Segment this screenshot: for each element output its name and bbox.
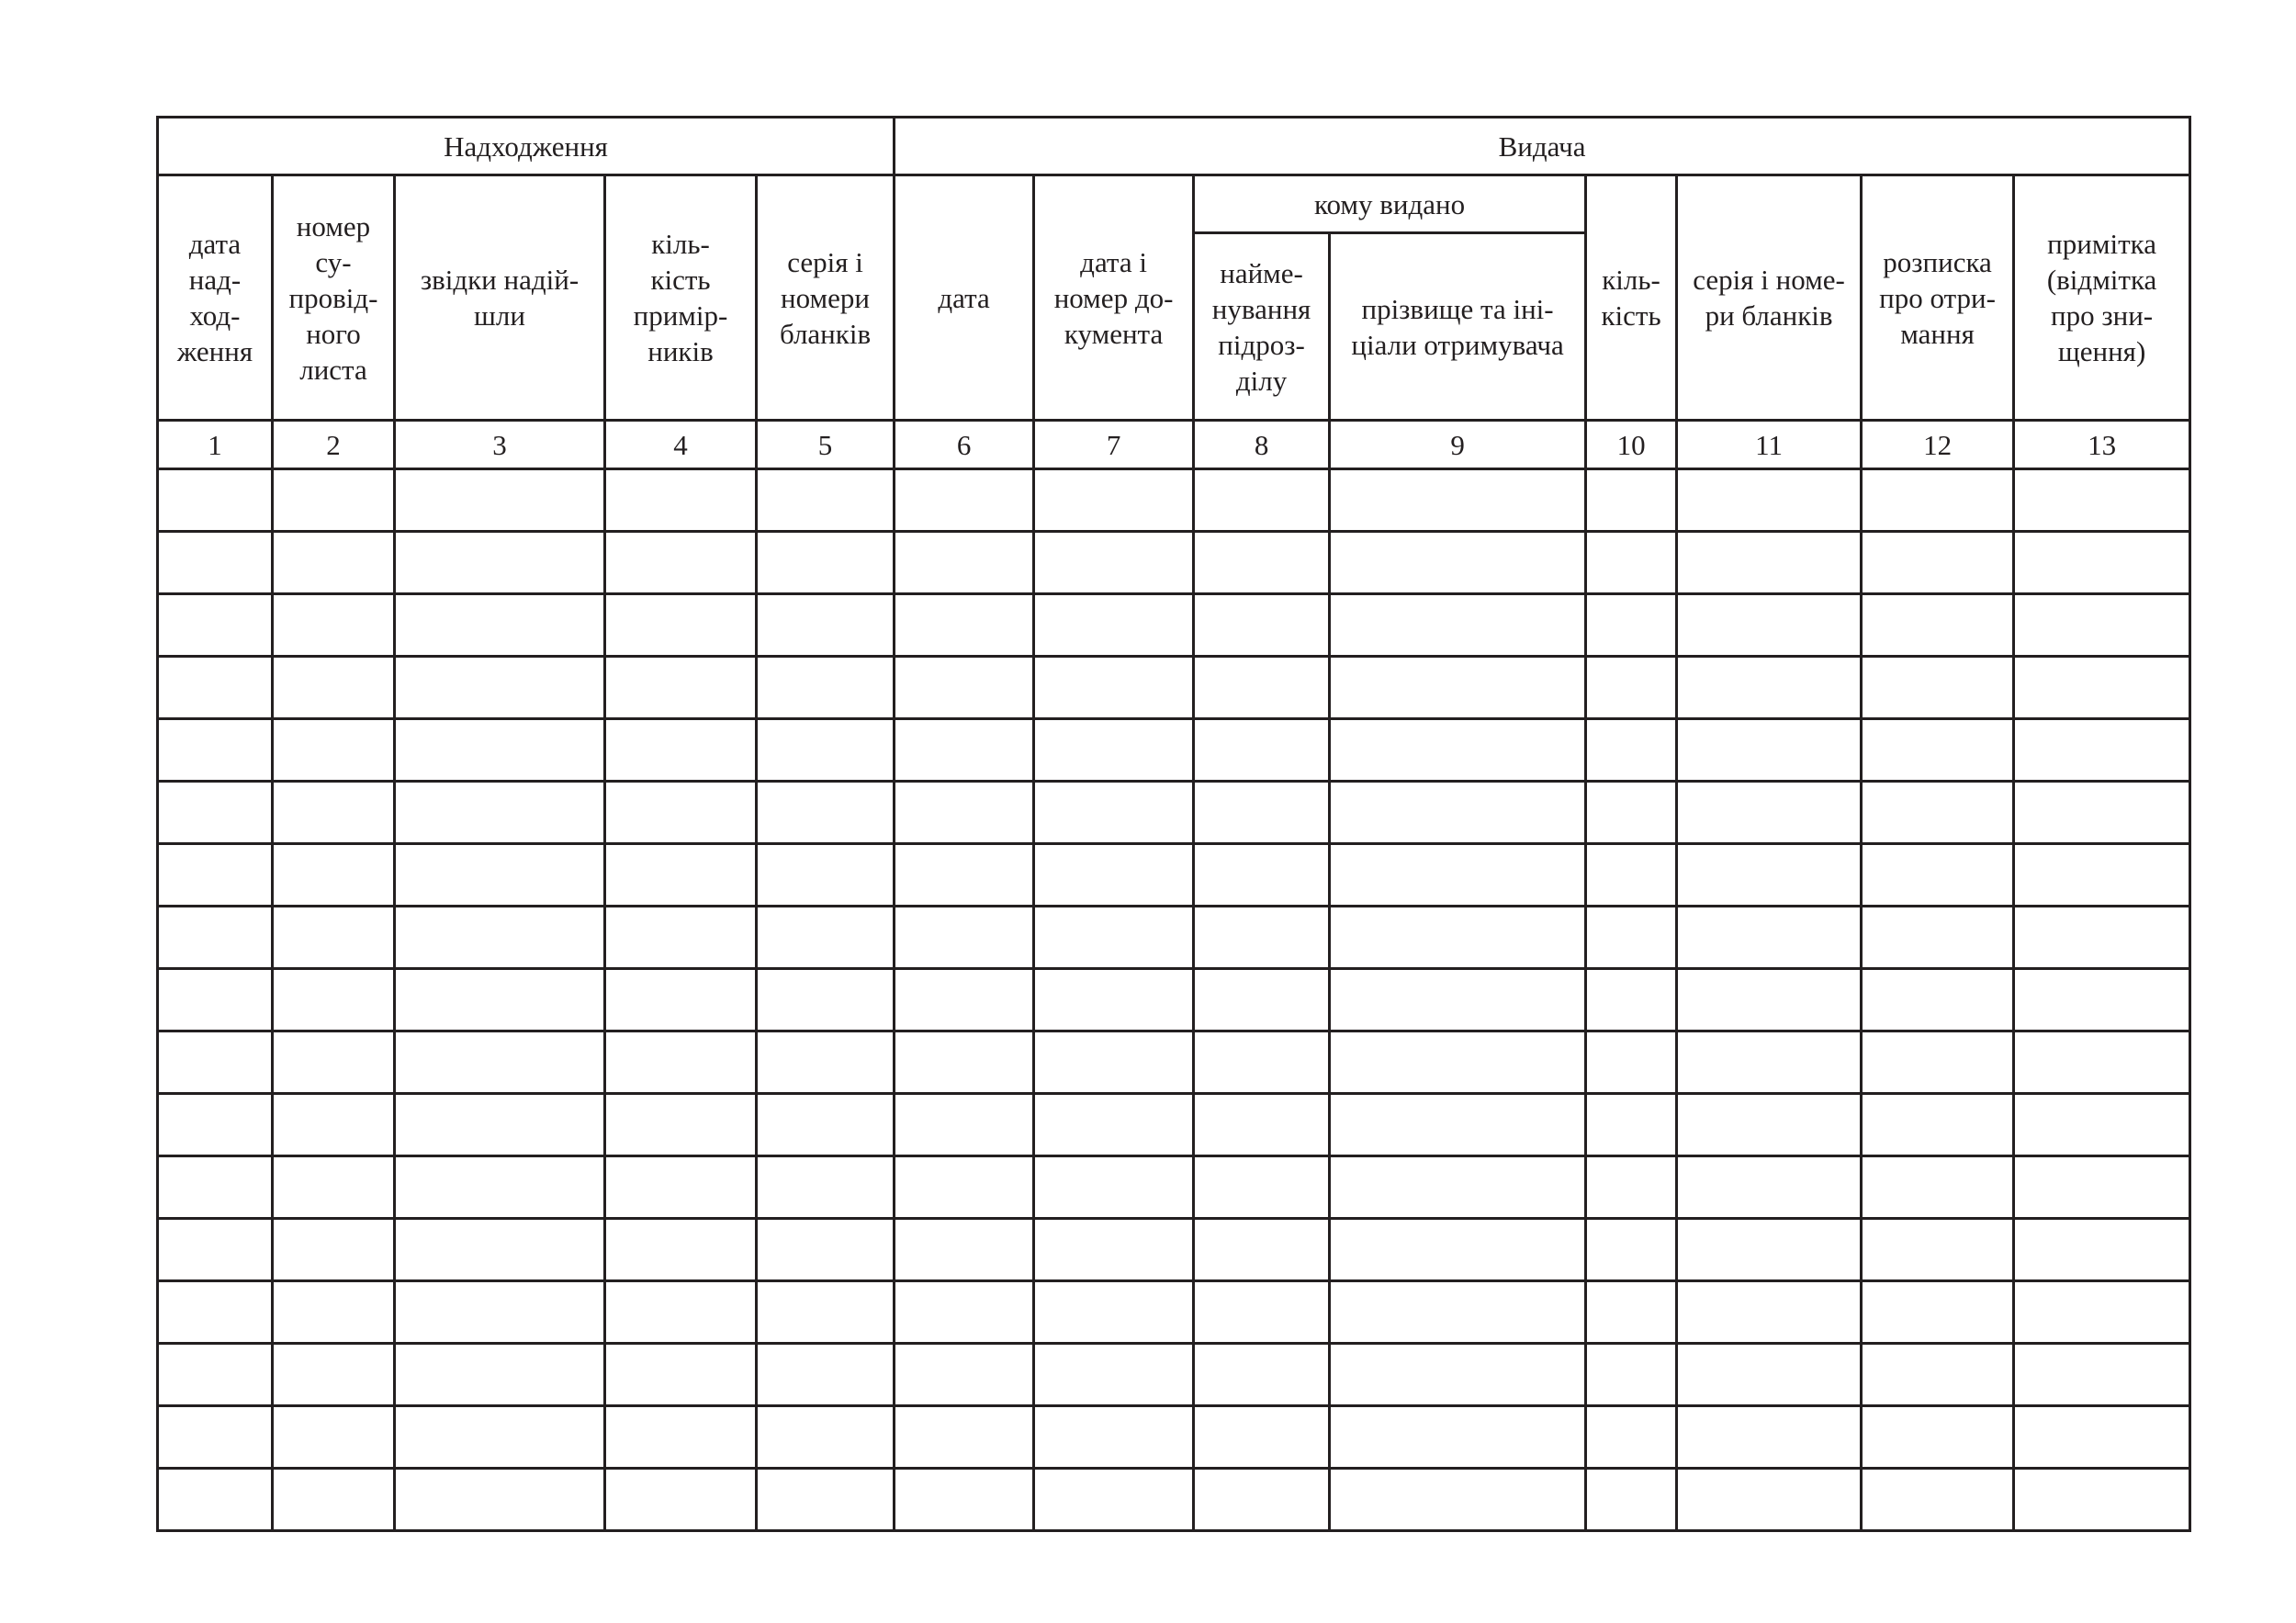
table-cell	[605, 532, 757, 594]
table-cell	[1034, 594, 1194, 657]
table-cell	[1330, 1031, 1586, 1094]
receipt-group-header: Надходження	[158, 118, 895, 175]
table-cell	[1194, 1219, 1330, 1281]
table-cell	[605, 1344, 757, 1406]
table-cell	[1330, 1156, 1586, 1219]
table-cell	[895, 532, 1034, 594]
table-cell	[1586, 907, 1677, 969]
table-cell	[273, 907, 395, 969]
table-cell	[1862, 1219, 2014, 1281]
table-cell	[1677, 657, 1862, 719]
table-cell	[395, 657, 605, 719]
table-row	[158, 1156, 2190, 1219]
table-cell	[1677, 1156, 1862, 1219]
group-header-row	[158, 118, 2190, 175]
table-cell	[158, 1219, 273, 1281]
table-cell	[757, 719, 895, 782]
table-cell	[757, 969, 895, 1031]
table-cell	[1862, 469, 2014, 532]
table-cell	[2014, 1406, 2190, 1469]
table-cell	[605, 782, 757, 844]
col-header-receipt-series-numbers: серія і номери бланків	[757, 175, 895, 421]
table-cell	[757, 1031, 895, 1094]
table-cell	[1330, 719, 1586, 782]
table-cell	[273, 1219, 395, 1281]
table-cell	[1034, 844, 1194, 907]
table-cell	[158, 782, 273, 844]
table-cell	[1194, 1281, 1330, 1344]
table-cell	[1862, 1406, 2014, 1469]
table-cell	[1677, 469, 1862, 532]
table-cell	[395, 907, 605, 969]
table-cell	[1677, 1031, 1862, 1094]
table-cell	[1034, 1344, 1194, 1406]
table-cell	[1586, 1469, 1677, 1531]
table-cell	[895, 782, 1034, 844]
table-cell	[1862, 1094, 2014, 1156]
table-cell	[1677, 907, 1862, 969]
table-cell	[2014, 844, 2190, 907]
table-cell	[1194, 1156, 1330, 1219]
table-row	[158, 469, 2190, 532]
table-cell	[605, 969, 757, 1031]
column-number: 2	[273, 421, 395, 469]
table-cell	[1677, 1219, 1862, 1281]
table-cell	[395, 782, 605, 844]
table-cell	[273, 532, 395, 594]
table-row	[158, 844, 2190, 907]
table-cell	[1034, 1469, 1194, 1531]
table-cell	[895, 1094, 1034, 1156]
table-cell	[395, 469, 605, 532]
table-cell	[1862, 907, 2014, 969]
table-cell	[1862, 844, 2014, 907]
table-cell	[605, 1219, 757, 1281]
table-cell	[158, 1031, 273, 1094]
table-cell	[1330, 782, 1586, 844]
table-cell	[895, 469, 1034, 532]
table-cell	[1862, 1031, 2014, 1094]
table-cell	[757, 1156, 895, 1219]
table-cell	[1034, 1094, 1194, 1156]
table-cell	[1034, 1281, 1194, 1344]
table-cell	[1862, 969, 2014, 1031]
table-cell	[605, 469, 757, 532]
table-cell	[1677, 844, 1862, 907]
col-header-cover-letter-number: номер су- провід- ного листа	[273, 175, 395, 421]
table-cell	[1194, 1031, 1330, 1094]
table-cell	[2014, 969, 2190, 1031]
table-cell	[1194, 469, 1330, 532]
table-cell	[2014, 657, 2190, 719]
table-cell	[895, 1344, 1034, 1406]
table-row	[158, 782, 2190, 844]
table-cell	[605, 844, 757, 907]
table-cell	[1330, 1094, 1586, 1156]
table-cell	[1034, 969, 1194, 1031]
column-number: 13	[2014, 421, 2190, 469]
table-cell	[273, 844, 395, 907]
column-number: 6	[895, 421, 1034, 469]
table-cell	[395, 1406, 605, 1469]
table-cell	[158, 1344, 273, 1406]
table-cell	[1034, 1219, 1194, 1281]
table-cell	[158, 1281, 273, 1344]
column-number: 3	[395, 421, 605, 469]
table-cell	[895, 594, 1034, 657]
table-cell	[1194, 907, 1330, 969]
table-cell	[158, 719, 273, 782]
table-cell	[1194, 1094, 1330, 1156]
table-cell	[395, 969, 605, 1031]
table-row	[158, 1406, 2190, 1469]
table-cell	[1194, 657, 1330, 719]
column-number: 4	[605, 421, 757, 469]
table-row	[158, 1219, 2190, 1281]
table-cell	[1586, 844, 1677, 907]
table-cell	[395, 844, 605, 907]
table-cell	[273, 1094, 395, 1156]
table-row	[158, 719, 2190, 782]
table-cell	[605, 1469, 757, 1531]
table-cell	[1330, 594, 1586, 657]
table-cell	[757, 657, 895, 719]
table-cell	[1034, 657, 1194, 719]
table-cell	[273, 782, 395, 844]
column-number-row	[158, 421, 2190, 469]
table-cell	[1677, 719, 1862, 782]
col-header-document-date-number: дата і номер до- кумента	[1034, 175, 1194, 421]
table-cell	[1034, 1031, 1194, 1094]
table-cell	[1330, 969, 1586, 1031]
table-cell	[1862, 782, 2014, 844]
table-cell	[1194, 1344, 1330, 1406]
table-row	[158, 1344, 2190, 1406]
table-cell	[2014, 1344, 2190, 1406]
table-row	[158, 1094, 2190, 1156]
table-cell	[2014, 1281, 2190, 1344]
table-cell	[1330, 1281, 1586, 1344]
table-cell	[1586, 1094, 1677, 1156]
table-cell	[273, 1406, 395, 1469]
table-cell	[1677, 1469, 1862, 1531]
table-cell	[158, 1156, 273, 1219]
table-cell	[395, 1156, 605, 1219]
column-header-row	[158, 175, 2190, 233]
table-cell	[895, 1219, 1034, 1281]
table-row	[158, 907, 2190, 969]
table-cell	[1677, 969, 1862, 1031]
table-cell	[605, 1281, 757, 1344]
table-cell	[1677, 594, 1862, 657]
table-cell	[757, 782, 895, 844]
table-cell	[895, 969, 1034, 1031]
table-cell	[1677, 1281, 1862, 1344]
table-cell	[1586, 1344, 1677, 1406]
table-cell	[1586, 594, 1677, 657]
table-cell	[1862, 1344, 2014, 1406]
table-cell	[1677, 532, 1862, 594]
table-cell	[273, 969, 395, 1031]
col-header-receipt-signature: розписка про отри- мання	[1862, 175, 2014, 421]
table-cell	[1586, 1156, 1677, 1219]
table-cell	[757, 469, 895, 532]
table-cell	[1330, 1469, 1586, 1531]
table-cell	[273, 1031, 395, 1094]
table-cell	[273, 719, 395, 782]
table-cell	[158, 1469, 273, 1531]
table-cell	[1330, 469, 1586, 532]
table-cell	[1194, 844, 1330, 907]
table-row	[158, 1031, 2190, 1094]
col-header-issue-count: кіль- кість	[1586, 175, 1677, 421]
table-cell	[605, 1156, 757, 1219]
table-cell	[1330, 907, 1586, 969]
issue-group-header: Видача	[895, 118, 2190, 175]
table-cell	[273, 1344, 395, 1406]
table-cell	[395, 594, 605, 657]
table-cell	[158, 657, 273, 719]
table-cell	[1586, 532, 1677, 594]
table-cell	[1194, 532, 1330, 594]
col-header-issue-series-numbers: серія і номе- ри бланків	[1677, 175, 1862, 421]
table-cell	[895, 1156, 1034, 1219]
table-cell	[395, 1219, 605, 1281]
table-cell	[1194, 969, 1330, 1031]
column-number: 9	[1330, 421, 1586, 469]
table-cell	[605, 907, 757, 969]
column-number: 12	[1862, 421, 2014, 469]
table-cell	[895, 1406, 1034, 1469]
table-cell	[1034, 469, 1194, 532]
table-cell	[1194, 719, 1330, 782]
table-row	[158, 1281, 2190, 1344]
table-cell	[158, 1406, 273, 1469]
table-cell	[395, 1469, 605, 1531]
table-cell	[1586, 469, 1677, 532]
table-cell	[605, 719, 757, 782]
register-table	[156, 116, 2191, 1532]
table-cell	[395, 532, 605, 594]
table-cell	[1586, 782, 1677, 844]
table-cell	[895, 657, 1034, 719]
table-cell	[895, 719, 1034, 782]
table-cell	[1034, 782, 1194, 844]
table-cell	[757, 1094, 895, 1156]
table-row	[158, 657, 2190, 719]
table-cell	[1862, 532, 2014, 594]
table-cell	[1677, 1406, 1862, 1469]
column-number: 7	[1034, 421, 1194, 469]
col-header-receipt-date: дата над- ход- ження	[158, 175, 273, 421]
table-cell	[1194, 594, 1330, 657]
table-cell	[1677, 1094, 1862, 1156]
table-cell	[2014, 594, 2190, 657]
table-cell	[158, 844, 273, 907]
table-cell	[757, 1406, 895, 1469]
table-cell	[395, 719, 605, 782]
table-cell	[895, 844, 1034, 907]
table-cell	[1862, 1156, 2014, 1219]
table-cell	[2014, 1031, 2190, 1094]
column-number: 11	[1677, 421, 1862, 469]
col-header-department-name: найме- нування підроз- ділу	[1194, 233, 1330, 421]
table-cell	[2014, 469, 2190, 532]
column-number: 8	[1194, 421, 1330, 469]
table-cell	[1586, 969, 1677, 1031]
table-cell	[2014, 532, 2190, 594]
table-cell	[1586, 1281, 1677, 1344]
col-header-issue-date: дата	[895, 175, 1034, 421]
table-cell	[1330, 1406, 1586, 1469]
table-cell	[1677, 782, 1862, 844]
table-cell	[395, 1344, 605, 1406]
table-cell	[1034, 1406, 1194, 1469]
table-cell	[895, 1469, 1034, 1531]
table-cell	[1330, 844, 1586, 907]
table-cell	[273, 594, 395, 657]
table-cell	[273, 1469, 395, 1531]
table-cell	[1586, 1031, 1677, 1094]
table-row	[158, 969, 2190, 1031]
table-cell	[895, 907, 1034, 969]
table-cell	[1862, 719, 2014, 782]
table-cell	[1330, 1219, 1586, 1281]
table-cell	[1586, 719, 1677, 782]
column-number: 1	[158, 421, 273, 469]
table-cell	[1586, 657, 1677, 719]
table-cell	[605, 1094, 757, 1156]
table-cell	[1034, 1156, 1194, 1219]
table-cell	[1862, 594, 2014, 657]
table-cell	[2014, 782, 2190, 844]
table-cell	[158, 1094, 273, 1156]
table-cell	[757, 532, 895, 594]
table-cell	[895, 1281, 1034, 1344]
table-cell	[757, 594, 895, 657]
table-cell	[1034, 719, 1194, 782]
table-row	[158, 532, 2190, 594]
table-cell	[757, 1219, 895, 1281]
recipient-group-header: кому видано	[1194, 175, 1586, 233]
table-row	[158, 594, 2190, 657]
table-cell	[757, 844, 895, 907]
table-cell	[605, 1031, 757, 1094]
table-cell	[1034, 532, 1194, 594]
table-cell	[2014, 1094, 2190, 1156]
table-cell	[757, 1469, 895, 1531]
col-header-note: примітка (відмітка про зни- щення)	[2014, 175, 2190, 421]
table-cell	[273, 1156, 395, 1219]
table-cell	[158, 594, 273, 657]
table-cell	[895, 1031, 1034, 1094]
table-cell	[1034, 907, 1194, 969]
col-header-source: звідки надій- шли	[395, 175, 605, 421]
table-cell	[1194, 782, 1330, 844]
table-cell	[2014, 1469, 2190, 1531]
table-cell	[757, 907, 895, 969]
table-cell	[1330, 532, 1586, 594]
table-cell	[2014, 1219, 2190, 1281]
table-cell	[158, 969, 273, 1031]
table-cell	[1862, 1281, 2014, 1344]
table-cell	[1194, 1469, 1330, 1531]
table-cell	[273, 1281, 395, 1344]
table-cell	[158, 532, 273, 594]
col-header-recipient-name: прізвище та іні- ціали отримувача	[1330, 233, 1586, 421]
table-cell	[1862, 657, 2014, 719]
table-cell	[273, 657, 395, 719]
table-cell	[757, 1344, 895, 1406]
table-cell	[2014, 907, 2190, 969]
table-cell	[605, 594, 757, 657]
table-cell	[158, 907, 273, 969]
table-cell	[1677, 1344, 1862, 1406]
table-cell	[2014, 719, 2190, 782]
table-cell	[395, 1031, 605, 1094]
col-header-copies-count: кіль- кість примір- ників	[605, 175, 757, 421]
table-cell	[605, 1406, 757, 1469]
table-cell	[395, 1094, 605, 1156]
table-cell	[1194, 1406, 1330, 1469]
table-cell	[2014, 1156, 2190, 1219]
table-cell	[273, 469, 395, 532]
column-number: 10	[1586, 421, 1677, 469]
table-cell	[158, 469, 273, 532]
table-cell	[1586, 1406, 1677, 1469]
table-cell	[1862, 1469, 2014, 1531]
table-row	[158, 1469, 2190, 1531]
table-cell	[757, 1281, 895, 1344]
table-cell	[1330, 1344, 1586, 1406]
table-cell	[1586, 1219, 1677, 1281]
table-cell	[1330, 657, 1586, 719]
table-cell	[395, 1281, 605, 1344]
column-number: 5	[757, 421, 895, 469]
table-cell	[605, 657, 757, 719]
